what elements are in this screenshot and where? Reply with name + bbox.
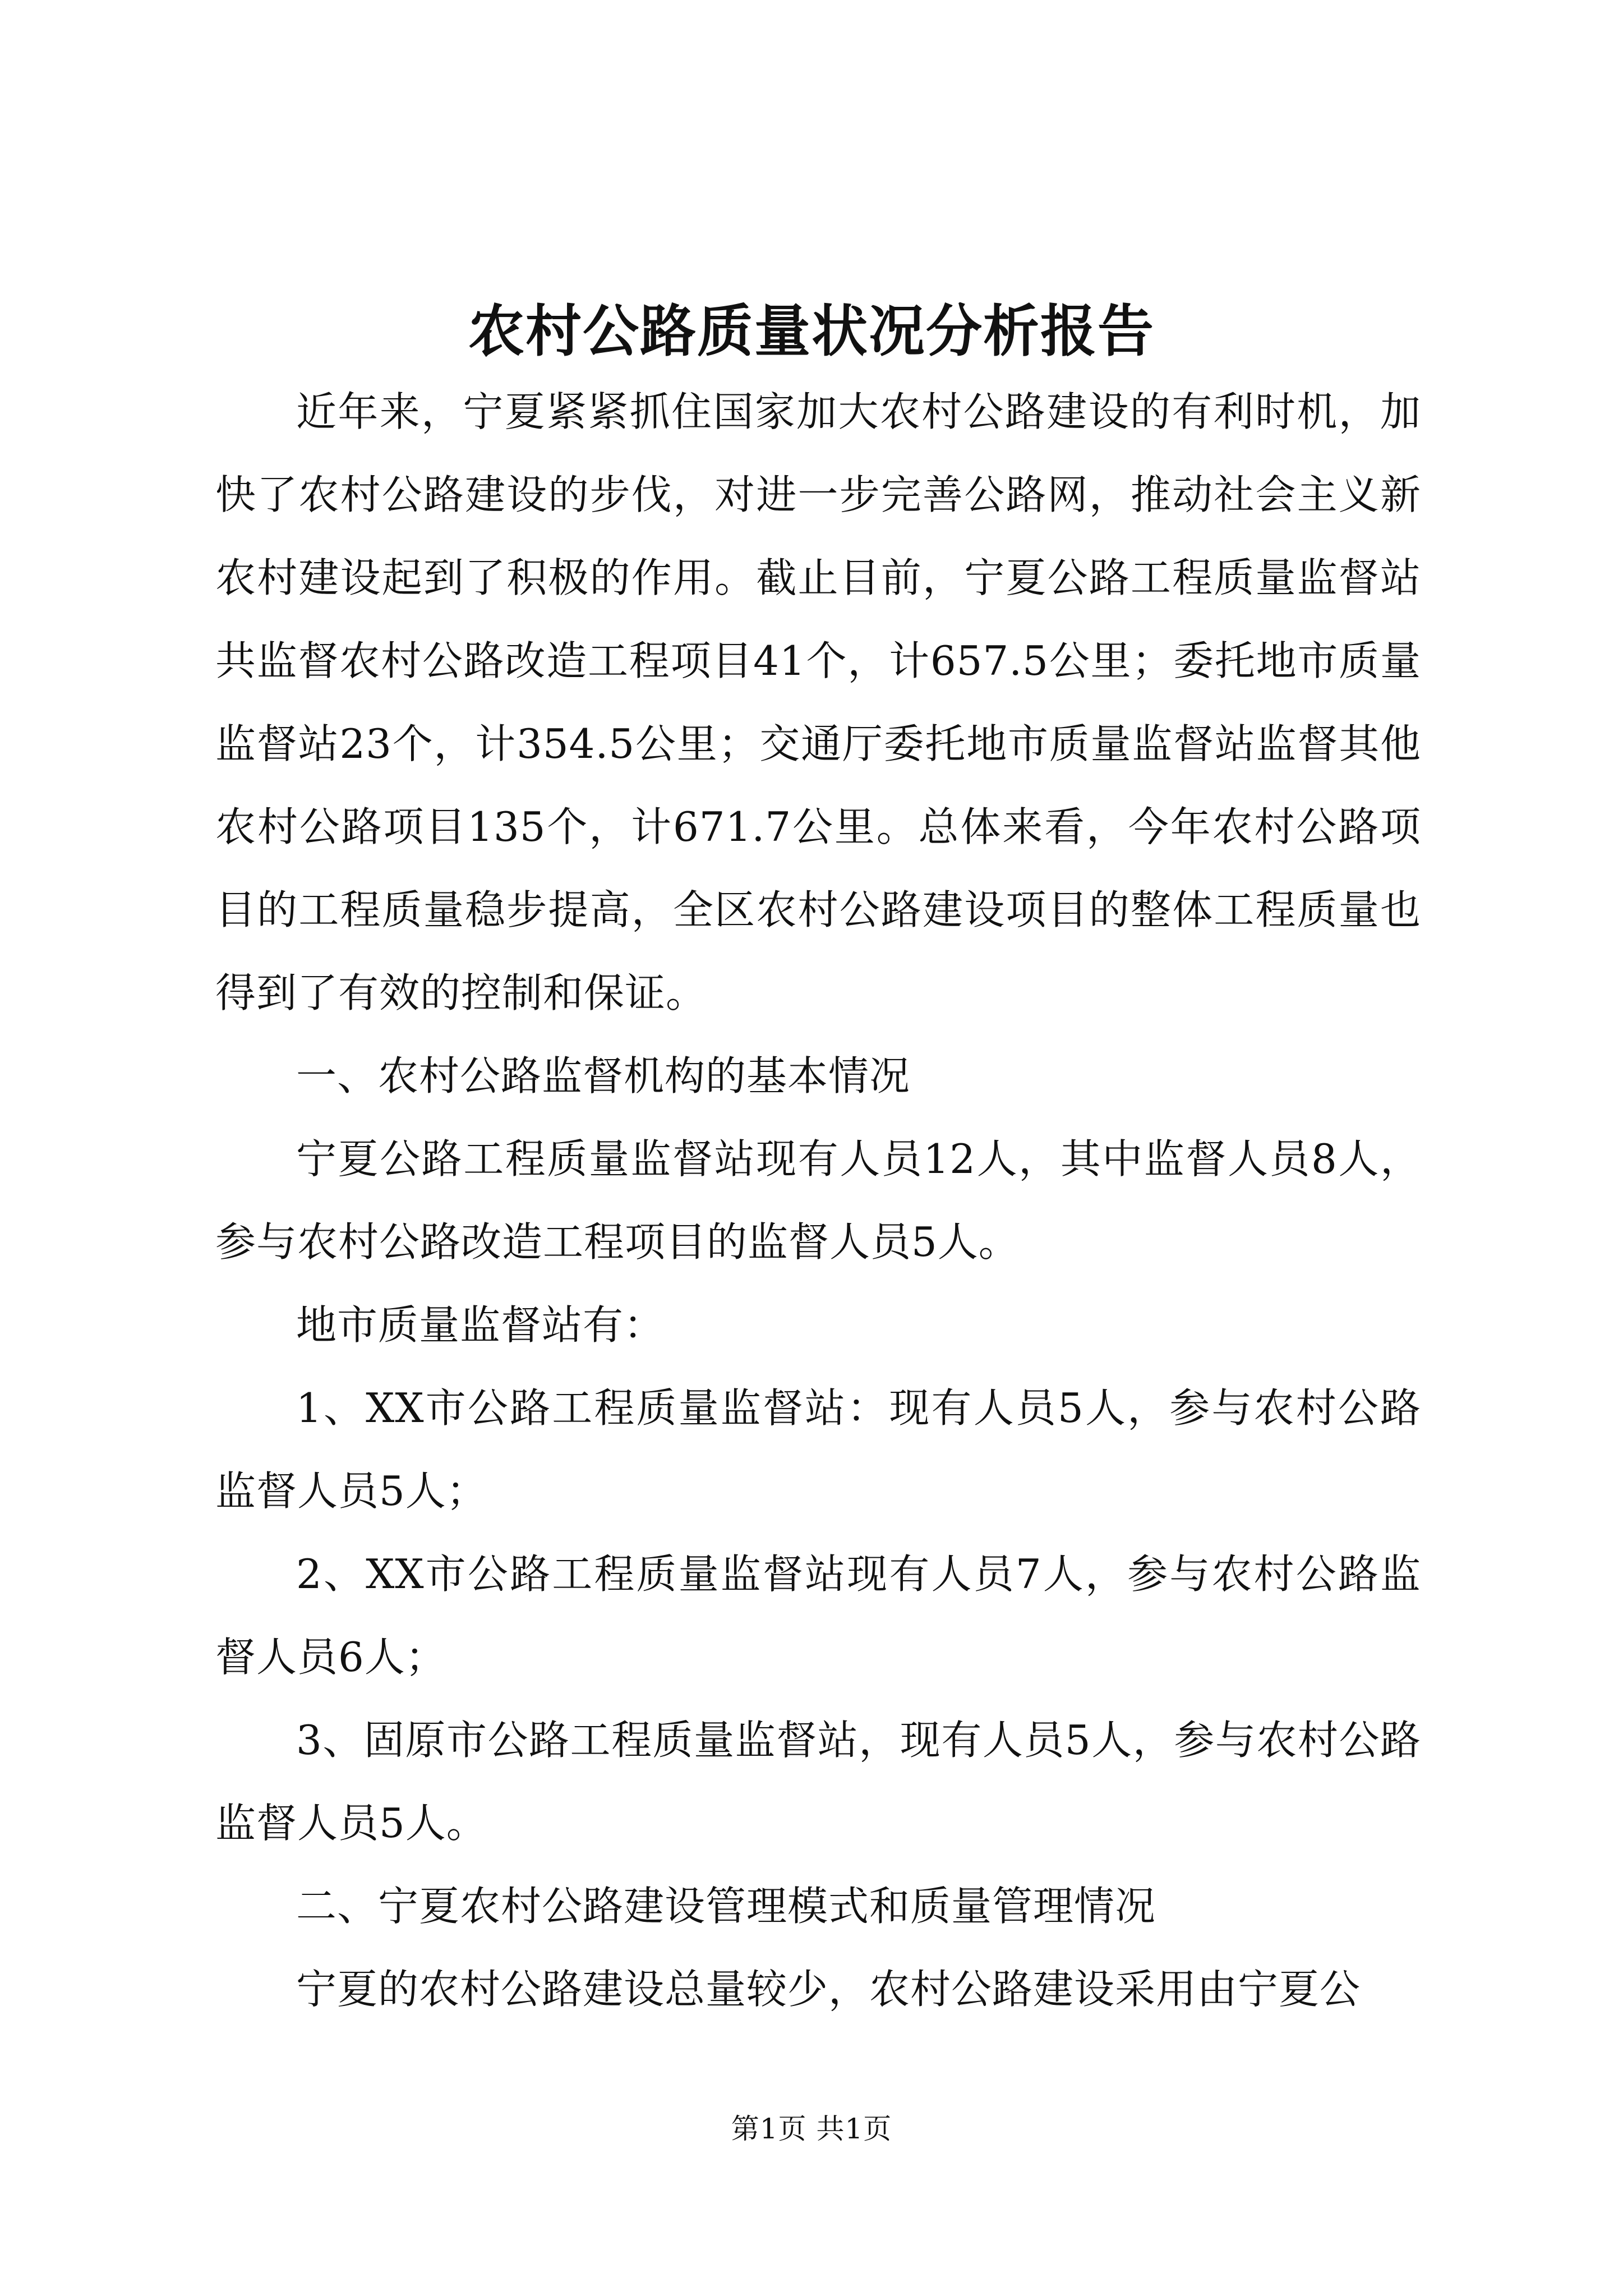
list-item-station-1: 1、XX市公路工程质量监督站：现有人员5人，参与农村公路监督人员5人；	[215, 1384, 1421, 1515]
paragraph-intro: 近年来，宁夏紧紧抓住国家加大农村公路建设的有利时机，加快了农村公路建设的步伐，对进一步完善公路网，推动社会主义新农村建设起到了积极的作用。截止目前，宁夏公路工程质量监督站共监督农村公路改造工程项目41个，计657.5公里；委托地市质量监督站23个，计354.5公里；交通厅委托地市质量监督站监督其他农村公路项目135个，计671.7公里。总体来看，今年农村公路项目的工程质量稳步提高，全区农村公路建设项目的整体工程质量也得到了有效的控制和保证。	[215, 388, 1421, 1016]
section-heading-2: 二、宁夏农村公路建设管理模式和质量管理情况	[296, 1883, 1156, 1930]
list-item-station-3: 3、固原市公路工程质量监督站，现有人员5人，参与农村公路监督人员5人。	[215, 1717, 1421, 1847]
page-footer: 第1页 共1页	[731, 2113, 892, 2145]
document-body	[215, 370, 1421, 2031]
paragraph-local-stations: 地市质量监督站有：	[296, 1301, 665, 1349]
section-heading-1: 一、农村公路监督机构的基本情况	[296, 1052, 911, 1099]
paragraph-staff: 宁夏公路工程质量监督站现有人员12人，其中监督人员8人，参与农村公路改造工程项目的监督人员5人。	[215, 1135, 1421, 1266]
document-title: 农村公路质量状况分析报告	[468, 298, 1155, 364]
list-item-station-2: 2、XX市公路工程质量监督站现有人员7人，参与农村公路监督人员6人；	[215, 1550, 1421, 1681]
paragraph-management: 宁夏的农村公路建设总量较少，农村公路建设采用由宁夏公	[296, 1966, 1361, 2013]
